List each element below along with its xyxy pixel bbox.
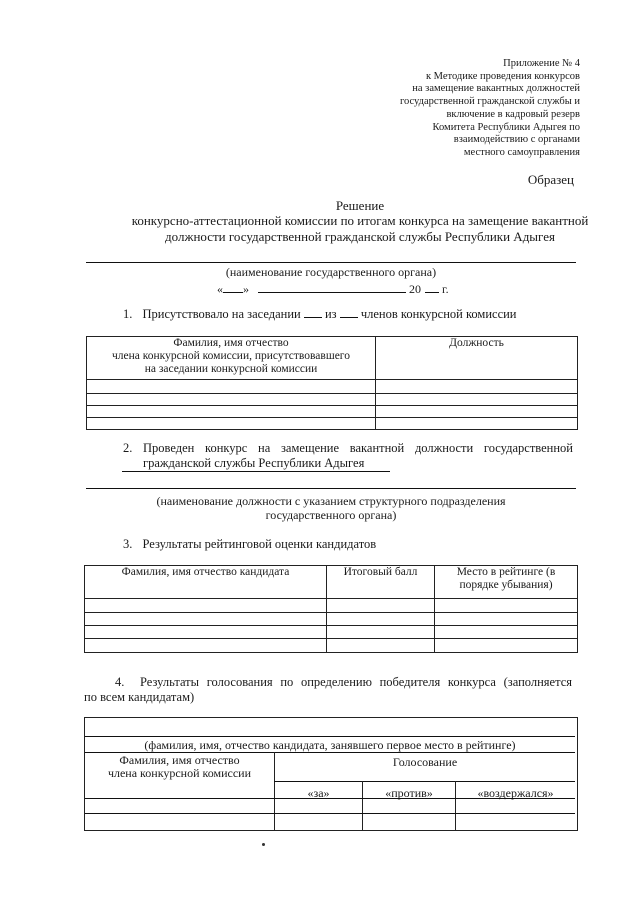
section3-number: 3.: [123, 537, 133, 551]
appendix-line: взаимодействию с органами: [453, 134, 580, 146]
section1-total-field[interactable]: [340, 306, 358, 318]
section2-line2: гражданской службы Республики Адыгея: [143, 456, 365, 470]
rating-col-name-header: [85, 566, 327, 599]
divider: [85, 813, 575, 814]
document-subtitle-line1: конкурсно-аттестационной комиссии по итогам конкурса на замещение вакантной: [131, 213, 589, 228]
org-name-line[interactable]: [86, 262, 576, 263]
table-cell[interactable]: [87, 380, 376, 394]
members-col-position-header: [376, 337, 578, 380]
winner-name-line[interactable]: [85, 736, 575, 737]
appendix-line: включение в кадровый резерв: [446, 108, 580, 120]
appendix-line: на замещение вакантных должностей: [412, 83, 580, 95]
date-month-field[interactable]: [258, 281, 406, 293]
winner-caption: (фамилия, имя, отчество кандидата, занявшего первое место в рейтинге): [144, 738, 516, 752]
header-line: члена конкурсной комиссии, присутствовавшего: [112, 350, 350, 362]
members-col-name-header: [87, 337, 376, 380]
table-cell[interactable]: [87, 406, 376, 418]
section4-number: 4.: [115, 675, 125, 689]
rating-table: [84, 565, 578, 653]
table-cell[interactable]: [327, 599, 435, 613]
table-cell[interactable]: [87, 418, 376, 430]
header-line: Место в рейтинге (в: [456, 566, 556, 578]
section2-line1: Проведен конкурс на замещение вакантной должности государственной: [143, 441, 573, 455]
section3-heading: [123, 537, 376, 552]
appendix-line: Комитета Республики Адыгея по: [432, 121, 580, 133]
table-cell[interactable]: [327, 639, 435, 653]
vote-abstain-header: «воздержался»: [477, 786, 554, 800]
header-line: Итоговый балл: [343, 566, 418, 578]
section1-text-a: Присутствовало на заседании: [142, 307, 301, 321]
date-open-quote: «: [217, 282, 223, 296]
table-cell[interactable]: [435, 599, 578, 613]
date-day-field[interactable]: [223, 281, 243, 293]
document-title: Решение: [335, 198, 385, 213]
scan-speck: [262, 843, 265, 846]
position-name-line[interactable]: [86, 488, 576, 489]
table-cell[interactable]: [435, 639, 578, 653]
members-table: [86, 336, 578, 430]
rating-col-place-header: [435, 566, 578, 599]
section2-number: 2.: [123, 441, 133, 455]
section1-text-c: членов конкурсной комиссии: [360, 307, 517, 321]
header-line: члена конкурсной комиссии: [107, 766, 252, 780]
section1-present-field[interactable]: [304, 306, 322, 318]
date-year-prefix: 20: [409, 282, 421, 296]
header-line: Фамилия, имя отчество: [119, 753, 240, 767]
header-line: порядке убывания): [459, 579, 553, 591]
appendix-line: к Методике проведения конкурсов: [425, 70, 580, 82]
table-cell[interactable]: [435, 613, 578, 626]
table-cell[interactable]: [435, 626, 578, 639]
appendix-line: государственной гражданской службы и: [399, 96, 580, 108]
rating-col-score-header: [327, 566, 435, 599]
date-year-suffix: г.: [442, 282, 449, 296]
header-line: Должность: [449, 337, 504, 349]
section1-text-b: из: [324, 307, 337, 321]
header-line: Фамилия, имя отчество кандидата: [121, 566, 290, 578]
table-cell[interactable]: [85, 639, 327, 653]
voting-member-header: [85, 754, 274, 780]
section1-heading: [123, 306, 517, 322]
table-cell[interactable]: [327, 626, 435, 639]
table-cell[interactable]: [376, 418, 578, 430]
divider: [85, 798, 575, 799]
voting-block: [84, 717, 578, 831]
table-cell[interactable]: [85, 599, 327, 613]
document-subtitle-line2: должности государственной гражданской службы Республики Адыгея: [165, 229, 555, 244]
position-caption1: (наименование должности с указанием структурного подразделения: [156, 494, 506, 508]
divider: [274, 781, 575, 782]
date-year-field[interactable]: [425, 281, 439, 293]
org-caption: (наименование государственного органа): [225, 265, 437, 279]
vote-for-header: «за»: [307, 786, 330, 800]
table-cell[interactable]: [85, 613, 327, 626]
table-cell[interactable]: [327, 613, 435, 626]
appendix-line: Приложение № 4: [503, 58, 580, 69]
section1-number: 1.: [123, 307, 133, 321]
date-line: [217, 281, 449, 297]
appendix-line: местного самоуправления: [463, 146, 580, 158]
position-caption2: государственного органа): [265, 508, 397, 522]
date-close-quote: »: [243, 282, 249, 296]
table-cell[interactable]: [87, 394, 376, 406]
header-line: Фамилия, имя отчество: [173, 337, 289, 349]
vote-against-header: «против»: [385, 786, 433, 800]
section3-text: Результаты рейтинговой оценки кандидатов: [142, 537, 377, 551]
appendix-header: [350, 58, 580, 160]
table-cell[interactable]: [376, 380, 578, 394]
table-cell[interactable]: [376, 394, 578, 406]
sample-label: Образец: [527, 172, 574, 187]
voting-header: Голосование: [392, 755, 458, 769]
section4-line1: Результаты голосования по определению победителя конкурса (заполняется: [140, 675, 572, 689]
table-cell[interactable]: [85, 626, 327, 639]
section2-underline: [122, 471, 390, 472]
table-cell[interactable]: [376, 406, 578, 418]
header-line: на заседании конкурсной комиссии: [144, 363, 318, 375]
section4-line2: по всем кандидатам): [84, 690, 195, 704]
